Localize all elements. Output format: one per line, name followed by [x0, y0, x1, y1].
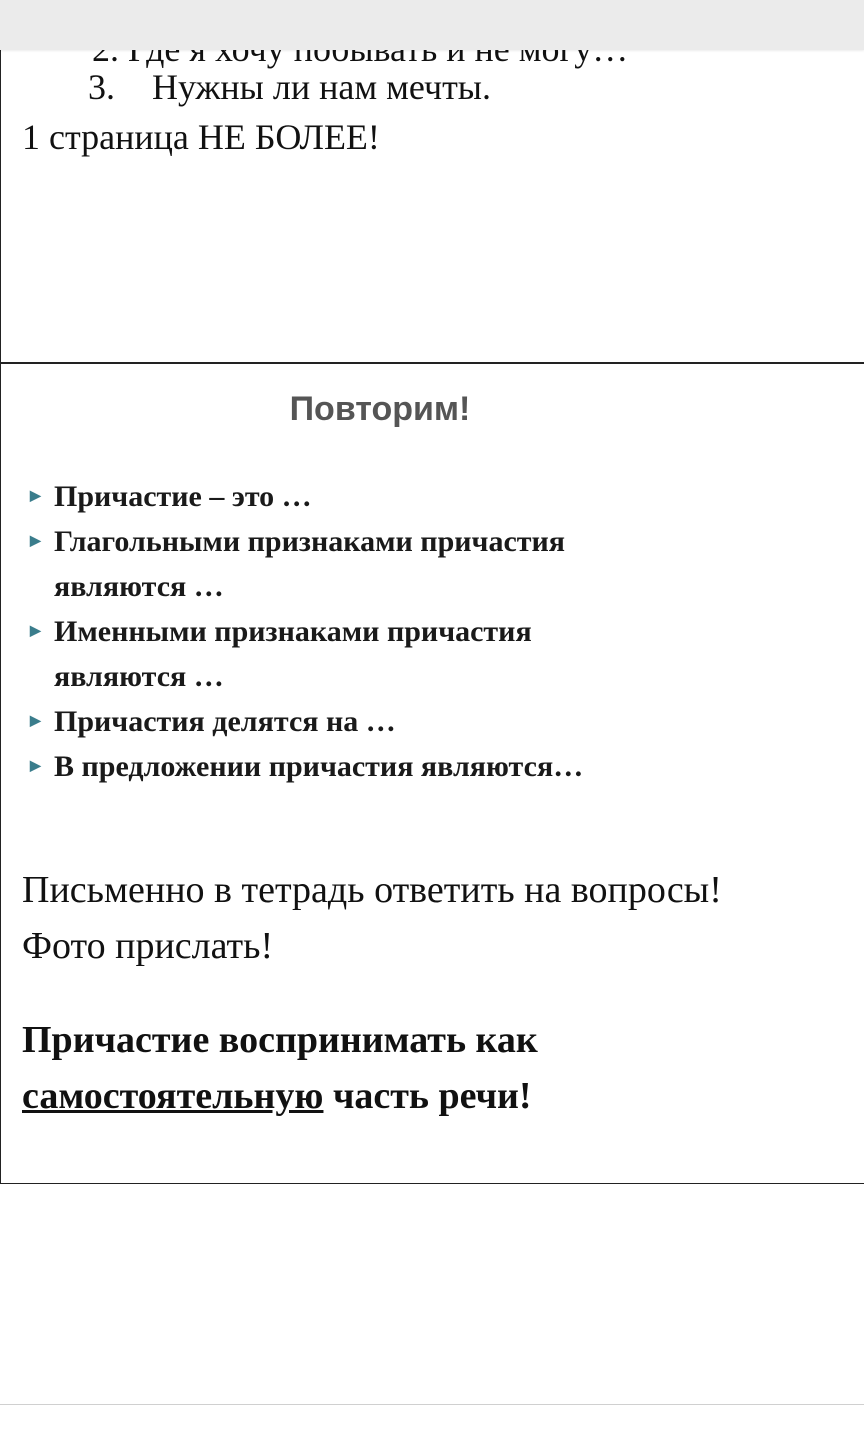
bullet-item	[30, 744, 583, 789]
bullet-text-continued: являются …	[54, 660, 224, 693]
bullet-text: Глагольными признаками причастия	[54, 525, 566, 558]
list-item-number: 3.	[88, 67, 115, 107]
emphasis-line-rest: часть речи!	[323, 1075, 532, 1117]
bullet-item	[30, 474, 583, 519]
emphasis-line: Причастие воспринимать как	[22, 1019, 538, 1061]
instruction-line: Фото прислать!	[22, 925, 274, 967]
top-toolbar-overlay	[0, 0, 864, 50]
triangle-bullet-icon: ▶	[30, 534, 41, 549]
bullet-text: Причастие – это …	[54, 480, 312, 513]
bullet-text: Именными признаками причастия	[54, 615, 532, 648]
page-limit-note: 1 страница НЕ БОЛЕЕ!	[22, 117, 380, 157]
instruction-line: Письменно в тетрадь ответить на вопросы!	[22, 869, 722, 911]
bullet-item	[30, 519, 583, 609]
bullet-text: Причастия делятся на …	[54, 705, 396, 738]
triangle-bullet-icon: ▶	[30, 489, 41, 504]
assignment-instructions	[22, 862, 722, 974]
list-item-text: Нужны ли нам мечты.	[152, 67, 491, 107]
triangle-bullet-icon: ▶	[30, 624, 41, 639]
emphasis-note	[22, 1012, 538, 1124]
triangle-bullet-icon: ▶	[30, 759, 41, 774]
emphasis-line	[22, 1068, 538, 1124]
bullet-item	[30, 699, 583, 744]
numbered-list-item	[88, 66, 491, 108]
bullet-text-continued: являются …	[54, 570, 224, 603]
underlined-word: самостоятельную	[22, 1075, 324, 1117]
divider	[0, 1404, 864, 1405]
triangle-bullet-icon: ▶	[30, 714, 41, 729]
slide-title: Повторим!	[289, 390, 471, 428]
bullet-item	[30, 609, 583, 699]
bullet-text: В предложении причастия являются…	[54, 750, 584, 783]
slide-bullet-list	[30, 474, 583, 789]
